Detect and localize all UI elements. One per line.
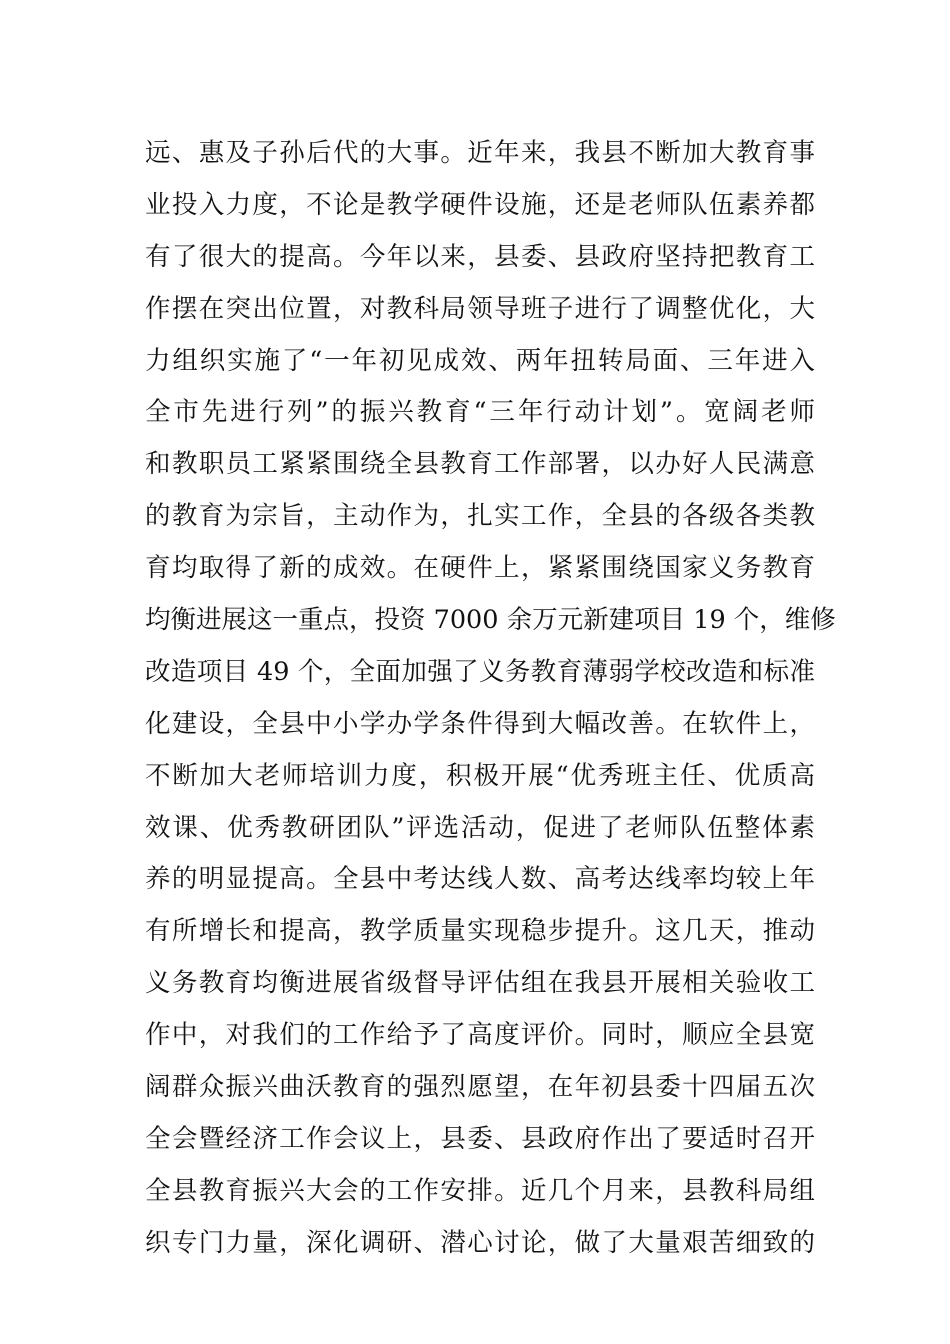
text-line-1: 远、惠及子孙后代的大事。近年来，我县不断加大教育事: [145, 138, 815, 168]
text-line-5: 力组织实施了“一年初见成效、两年扭转局面、三年进入: [145, 345, 815, 376]
text-line-13: 不断加大老师培训力度，积极开展“优秀班主任、优质高: [145, 760, 815, 791]
body-text: [145, 128, 836, 1270]
text-line-19: 阔群众振兴曲沃教育的强烈愿望，在年初县委十四届五次: [145, 1072, 815, 1103]
text-line-7: 和教职员工紧紧围绕全县教育工作部署，以办好人民满意: [145, 449, 815, 480]
text-line-3: 有了很大的提高。今年以来，县委、县政府坚持把教育工: [145, 241, 815, 272]
text-line-4: 作摆在突出位置，对教科局领导班子进行了调整优化，大: [145, 293, 815, 324]
text-line-2: 业投入力度，不论是教学硬件设施，还是老师队伍素养都: [145, 189, 815, 220]
text-line-6: 全市先进行列”的振兴教育“三年行动计划”。宽阔老师: [145, 397, 815, 428]
text-line-20: 全会暨经济工作会议上，县委、县政府作出了要适时召开: [145, 1123, 815, 1154]
text-line-15: 养的明显提高。全县中考达线人数、高考达线率均较上年: [145, 864, 815, 895]
text-line-10: 均衡进展这一重点，投资 7000 余万元新建项目 19 个，维修: [145, 605, 836, 636]
text-line-21: 全县教育振兴大会的工作安排。近几个月来，县教科局组: [145, 1175, 815, 1206]
text-line-22: 织专门力量，深化调研、潜心讨论，做了大量艰苦细致的: [145, 1227, 815, 1258]
text-line-8: 的教育为宗旨，主动作为，扎实工作，全县的各级各类教: [145, 501, 815, 532]
text-line-11: 改造项目 49 个，全面加强了义务教育薄弱学校改造和标准: [145, 656, 815, 687]
text-line-12: 化建设，全县中小学办学条件得到大幅改善。在软件上，: [145, 708, 815, 739]
text-line-9: 育均取得了新的成效。在硬件上，紧紧围绕国家义务教育: [145, 553, 815, 584]
text-line-18: 作中，对我们的工作给予了高度评价。同时，顺应全县宽: [145, 1020, 815, 1051]
text-line-17: 义务教育均衡进展省级督导评估组在我县开展相关验收工: [145, 968, 815, 999]
text-line-14: 效课、优秀教研团队”评选活动，促进了老师队伍整体素: [145, 812, 815, 843]
text-line-16: 有所增长和提高，教学质量实现稳步提升。这几天，推动: [145, 916, 815, 947]
